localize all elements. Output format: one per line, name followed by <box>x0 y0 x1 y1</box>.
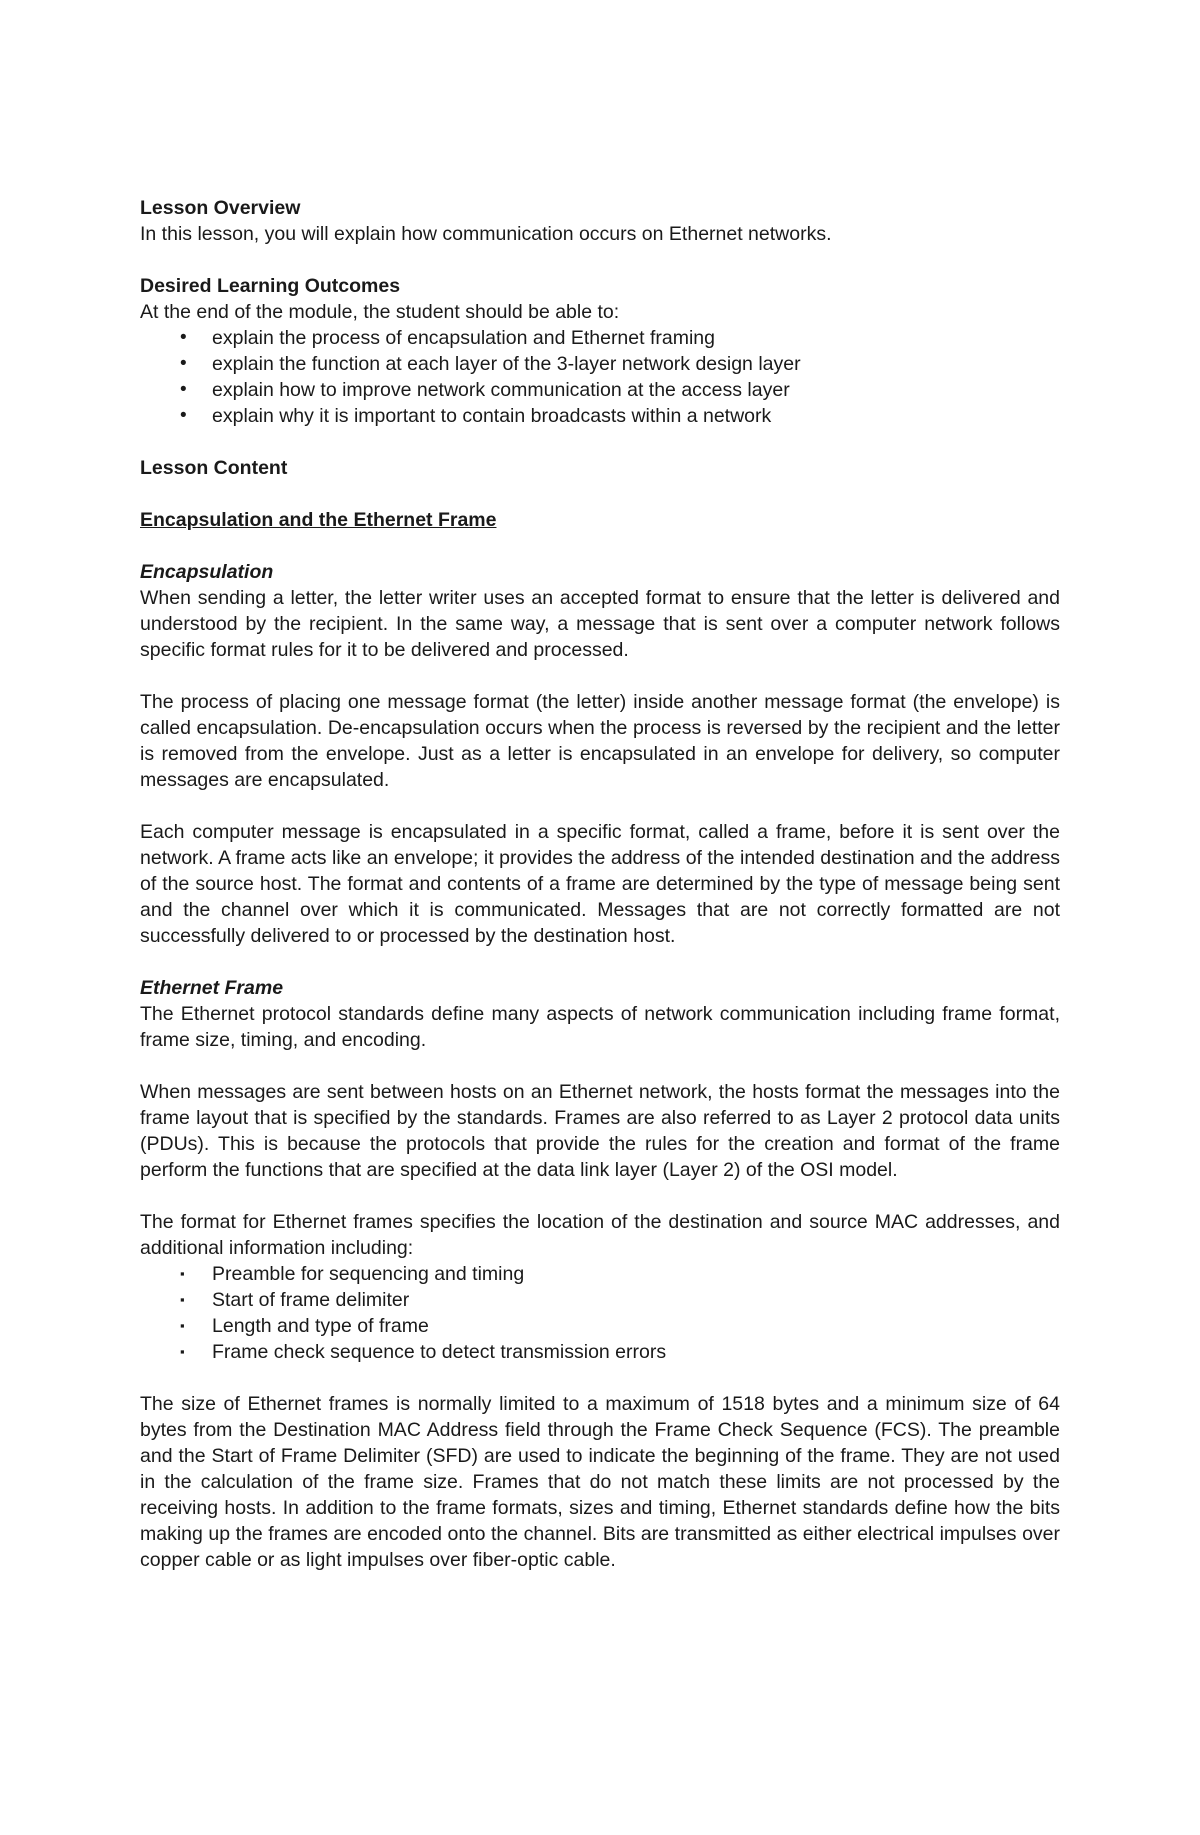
list-item-text: Start of frame delimiter <box>212 1289 410 1311</box>
square-bullet-icon: ▪ <box>180 1318 185 1333</box>
spacer <box>140 1183 1060 1209</box>
spacer <box>140 663 1060 689</box>
spacer <box>140 949 1060 975</box>
list-item <box>180 325 1060 351</box>
list-item-text: Length and type of frame <box>212 1315 429 1337</box>
bullet-icon: • <box>180 405 187 426</box>
bullet-icon: • <box>180 353 187 374</box>
spacer <box>140 533 1060 559</box>
lesson-overview-text: In this lesson, you will explain how communication occurs on Ethernet networks. <box>140 223 832 245</box>
learning-outcomes-intro: At the end of the module, the student should be able to: <box>140 301 620 323</box>
square-bullet-icon: ▪ <box>180 1266 185 1281</box>
lesson-overview-heading: Lesson Overview <box>140 197 301 219</box>
square-bullet-icon: ▪ <box>180 1344 185 1359</box>
ethernet-frame-closing-paragraph: The size of Ethernet frames is normally limited to a maximum of 1518 bytes and a minimum size of 64 bytes from the Destination MAC Address field through the Frame Check Sequence (FCS). The preamble and the Start of Frame Delimiter (SFD) are used to indicate the beginning of the frame. They are not used in the calculation of the frame size. Frames that do not match these limits are not processed by the receiving hosts. In addition to the frame formats, sizes and timing, Ethernet standards define how the bits making up the frames are encoded onto the channel. Bits are transmitted as either electrical impulses over copper cable or as light impulses over fiber-optic cable. <box>140 1393 1060 1571</box>
list-item-text: explain why it is important to contain broadcasts within a network <box>212 405 772 427</box>
spacer <box>140 429 1060 455</box>
list-item-text: explain how to improve network communication at the access layer <box>212 379 790 401</box>
learning-outcomes-list <box>140 325 1060 429</box>
list-item-text: explain the process of encapsulation and Ethernet framing <box>212 327 715 349</box>
list-item-text: explain the function at each layer of the 3-layer network design layer <box>212 353 801 375</box>
ethernet-frame-paragraph-1: The Ethernet protocol standards define many aspects of network communication including frame format, frame size, timing, and encoding. <box>140 1003 1060 1051</box>
encapsulation-heading: Encapsulation <box>140 561 274 583</box>
bullet-icon: • <box>180 379 187 400</box>
spacer <box>140 1365 1060 1391</box>
document-page <box>140 195 1060 1573</box>
list-item-text: Frame check sequence to detect transmission errors <box>212 1341 667 1363</box>
list-item-text: Preamble for sequencing and timing <box>212 1263 525 1285</box>
list-item <box>180 1261 1060 1287</box>
list-item <box>180 1339 1060 1365</box>
list-item <box>180 351 1060 377</box>
spacer <box>140 793 1060 819</box>
list-item <box>180 403 1060 429</box>
list-item <box>180 377 1060 403</box>
lesson-content-heading: Lesson Content <box>140 457 288 479</box>
learning-outcomes-heading: Desired Learning Outcomes <box>140 275 401 297</box>
square-bullet-icon: ▪ <box>180 1292 185 1307</box>
list-item <box>180 1313 1060 1339</box>
ethernet-frame-paragraph-2: When messages are sent between hosts on an Ethernet network, the hosts format the messages into the frame layout that is specified by the standards. Frames are also referred to as Layer 2 protocol data units (PDUs). This is because the protocols that provide the rules for the creation and format of the frame perform the functions that are specified at the data link layer (Layer 2) of the OSI model. <box>140 1081 1060 1181</box>
spacer <box>140 481 1060 507</box>
frame-fields-list <box>140 1261 1060 1365</box>
spacer <box>140 247 1060 273</box>
encapsulation-paragraph-3: Each computer message is encapsulated in a specific format, called a frame, before it is sent over the network. A frame acts like an envelope; it provides the address of the intended destination and the address of the source host. The format and contents of a frame are determined by the type of message being sent and the channel over which it is communicated. Messages that are not correctly formatted are not successfully delivered to or processed by the destination host. <box>140 821 1060 947</box>
ethernet-frame-heading: Ethernet Frame <box>140 977 284 999</box>
spacer <box>140 1053 1060 1079</box>
list-item <box>180 1287 1060 1313</box>
encapsulation-paragraph-2: The process of placing one message format (the letter) inside another message format (the envelope) is called encapsulation. De-encapsulation occurs when the process is reversed by the recipient and the letter is removed from the envelope. Just as a letter is encapsulated in an envelope for delivery, so computer messages are encapsulated. <box>140 691 1060 791</box>
ethernet-frame-paragraph-3: The format for Ethernet frames specifies the location of the destination and source MAC addresses, and additional information including: <box>140 1211 1060 1259</box>
section-title: Encapsulation and the Ethernet Frame <box>140 509 497 531</box>
bullet-icon: • <box>180 327 187 348</box>
encapsulation-paragraph-1: When sending a letter, the letter writer uses an accepted format to ensure that the letter is delivered and understood by the recipient. In the same way, a message that is sent over a computer network follows specific format rules for it to be delivered and processed. <box>140 587 1060 661</box>
